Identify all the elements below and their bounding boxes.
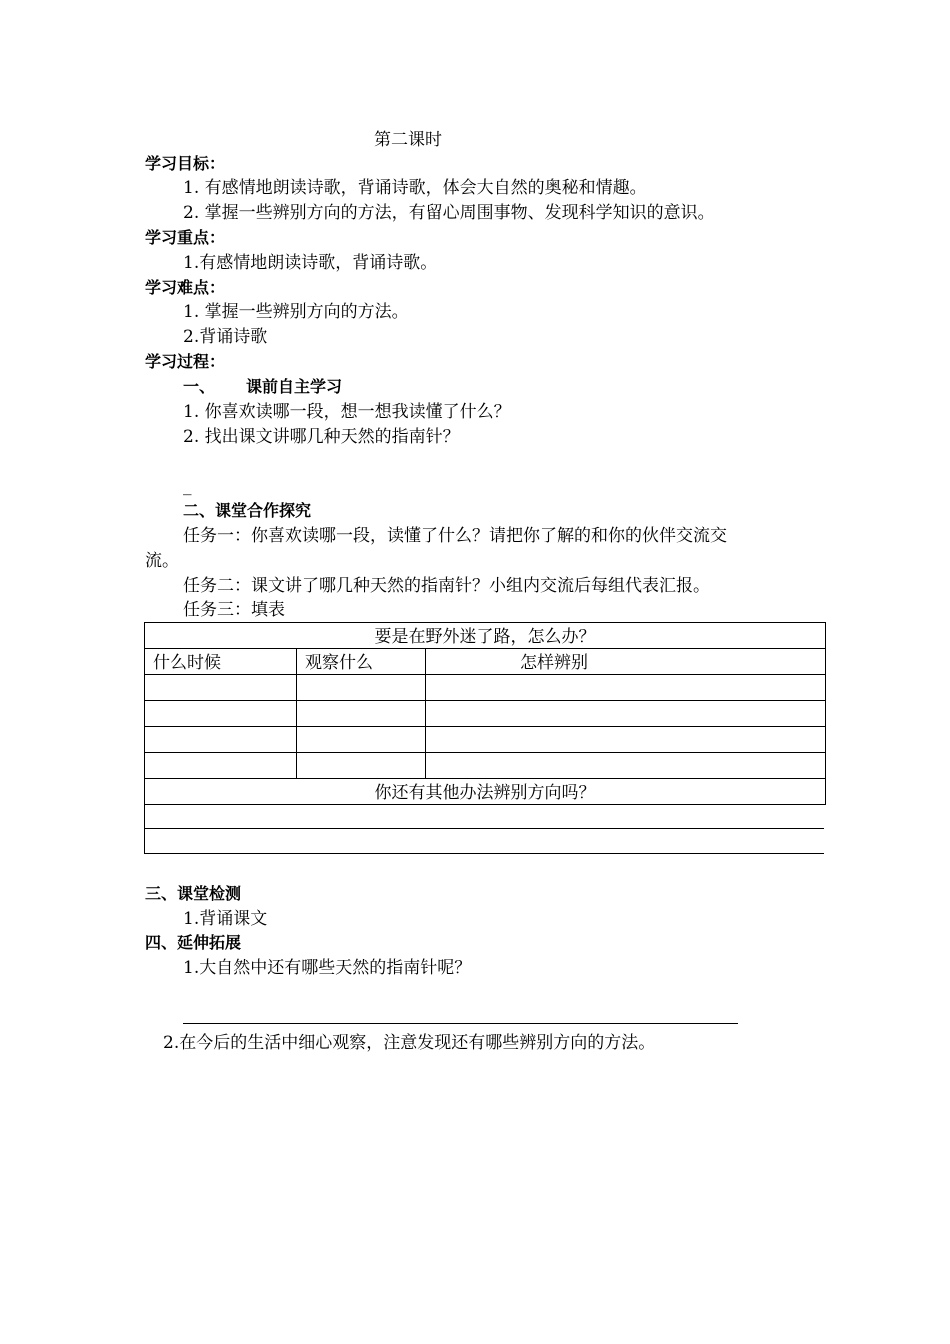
difficulty-item: 1. 掌握一些辨别方向的方法。 <box>183 302 409 322</box>
answer-underline[interactable] <box>183 1023 738 1024</box>
table-cell[interactable] <box>145 701 297 727</box>
objective-item: 1. 有感情地朗读诗歌，背诵诗歌，体会大自然的奥秘和情趣。 <box>183 178 647 198</box>
table-cell[interactable] <box>426 753 826 779</box>
answer-line[interactable] <box>144 828 824 829</box>
table-row <box>145 753 826 779</box>
column-header-identify: 怎样辨别 <box>426 649 826 675</box>
task2-text: 任务二：课文讲了哪几种天然的指南针？小组内交流后每组代表汇报。 <box>183 576 710 596</box>
table-cell[interactable] <box>145 675 297 701</box>
difficulty-item: 2.背诵诗歌 <box>183 327 268 347</box>
column-header-when: 什么时候 <box>145 649 297 675</box>
table-cell[interactable] <box>297 701 426 727</box>
table-row <box>145 675 826 701</box>
section4-item: 2.在今后的生活中细心观察，注意发现还有哪些辨别方向的方法。 <box>163 1033 656 1053</box>
section1-item: 2. 找出课文讲哪几种天然的指南针？ <box>183 427 460 447</box>
table-cell[interactable] <box>426 727 826 753</box>
table-cell[interactable] <box>426 675 826 701</box>
section4-title: 四、延伸拓展 <box>145 933 242 952</box>
page-title: 第二课时 <box>374 130 442 150</box>
table-title: 要是在野外迷了路，怎么办？ <box>145 623 826 649</box>
column-header-observe: 观察什么 <box>297 649 426 675</box>
section3-item: 1.背诵课文 <box>183 909 268 929</box>
section1-title: 课前自主学习 <box>246 377 343 396</box>
answer-line[interactable] <box>144 853 824 854</box>
table-cell[interactable] <box>297 675 426 701</box>
table-cell[interactable] <box>145 753 297 779</box>
blank-mark: _ <box>183 476 192 496</box>
table-cell[interactable] <box>297 727 426 753</box>
difficulties-heading: 学习难点： <box>145 278 226 297</box>
section4-item: 1.大自然中还有哪些天然的指南针呢？ <box>183 958 472 978</box>
section3-title: 三、课堂检测 <box>145 884 242 903</box>
table-footer-question: 你还有其他办法辨别方向吗？ <box>145 779 826 805</box>
table-cell[interactable] <box>145 727 297 753</box>
task1-text: 任务一：你喜欢读哪一段，读懂了什么？请把你了解的和你的伙伴交流交 <box>183 526 727 546</box>
objective-item: 2. 掌握一些辨别方向的方法，有留心周围事物、发现科学知识的意识。 <box>183 203 715 223</box>
table-header-row <box>145 649 826 675</box>
task3-text: 任务三：填表 <box>183 600 285 620</box>
section2-title: 二、课堂合作探究 <box>183 501 312 520</box>
key-point-item: 1.有感情地朗读诗歌，背诵诗歌。 <box>183 253 438 273</box>
objectives-heading: 学习目标： <box>145 154 226 173</box>
table-cell[interactable] <box>426 701 826 727</box>
process-heading: 学习过程： <box>145 352 226 371</box>
fill-in-table <box>144 622 826 805</box>
section1-number: 一、 <box>183 377 216 396</box>
task1-text-continued: 流。 <box>145 551 179 571</box>
table-row <box>145 701 826 727</box>
section1-item: 1. 你喜欢读哪一段，想一想我读懂了什么？ <box>183 402 511 422</box>
key-points-heading: 学习重点： <box>145 228 226 247</box>
table-row <box>145 727 826 753</box>
table-cell[interactable] <box>297 753 426 779</box>
